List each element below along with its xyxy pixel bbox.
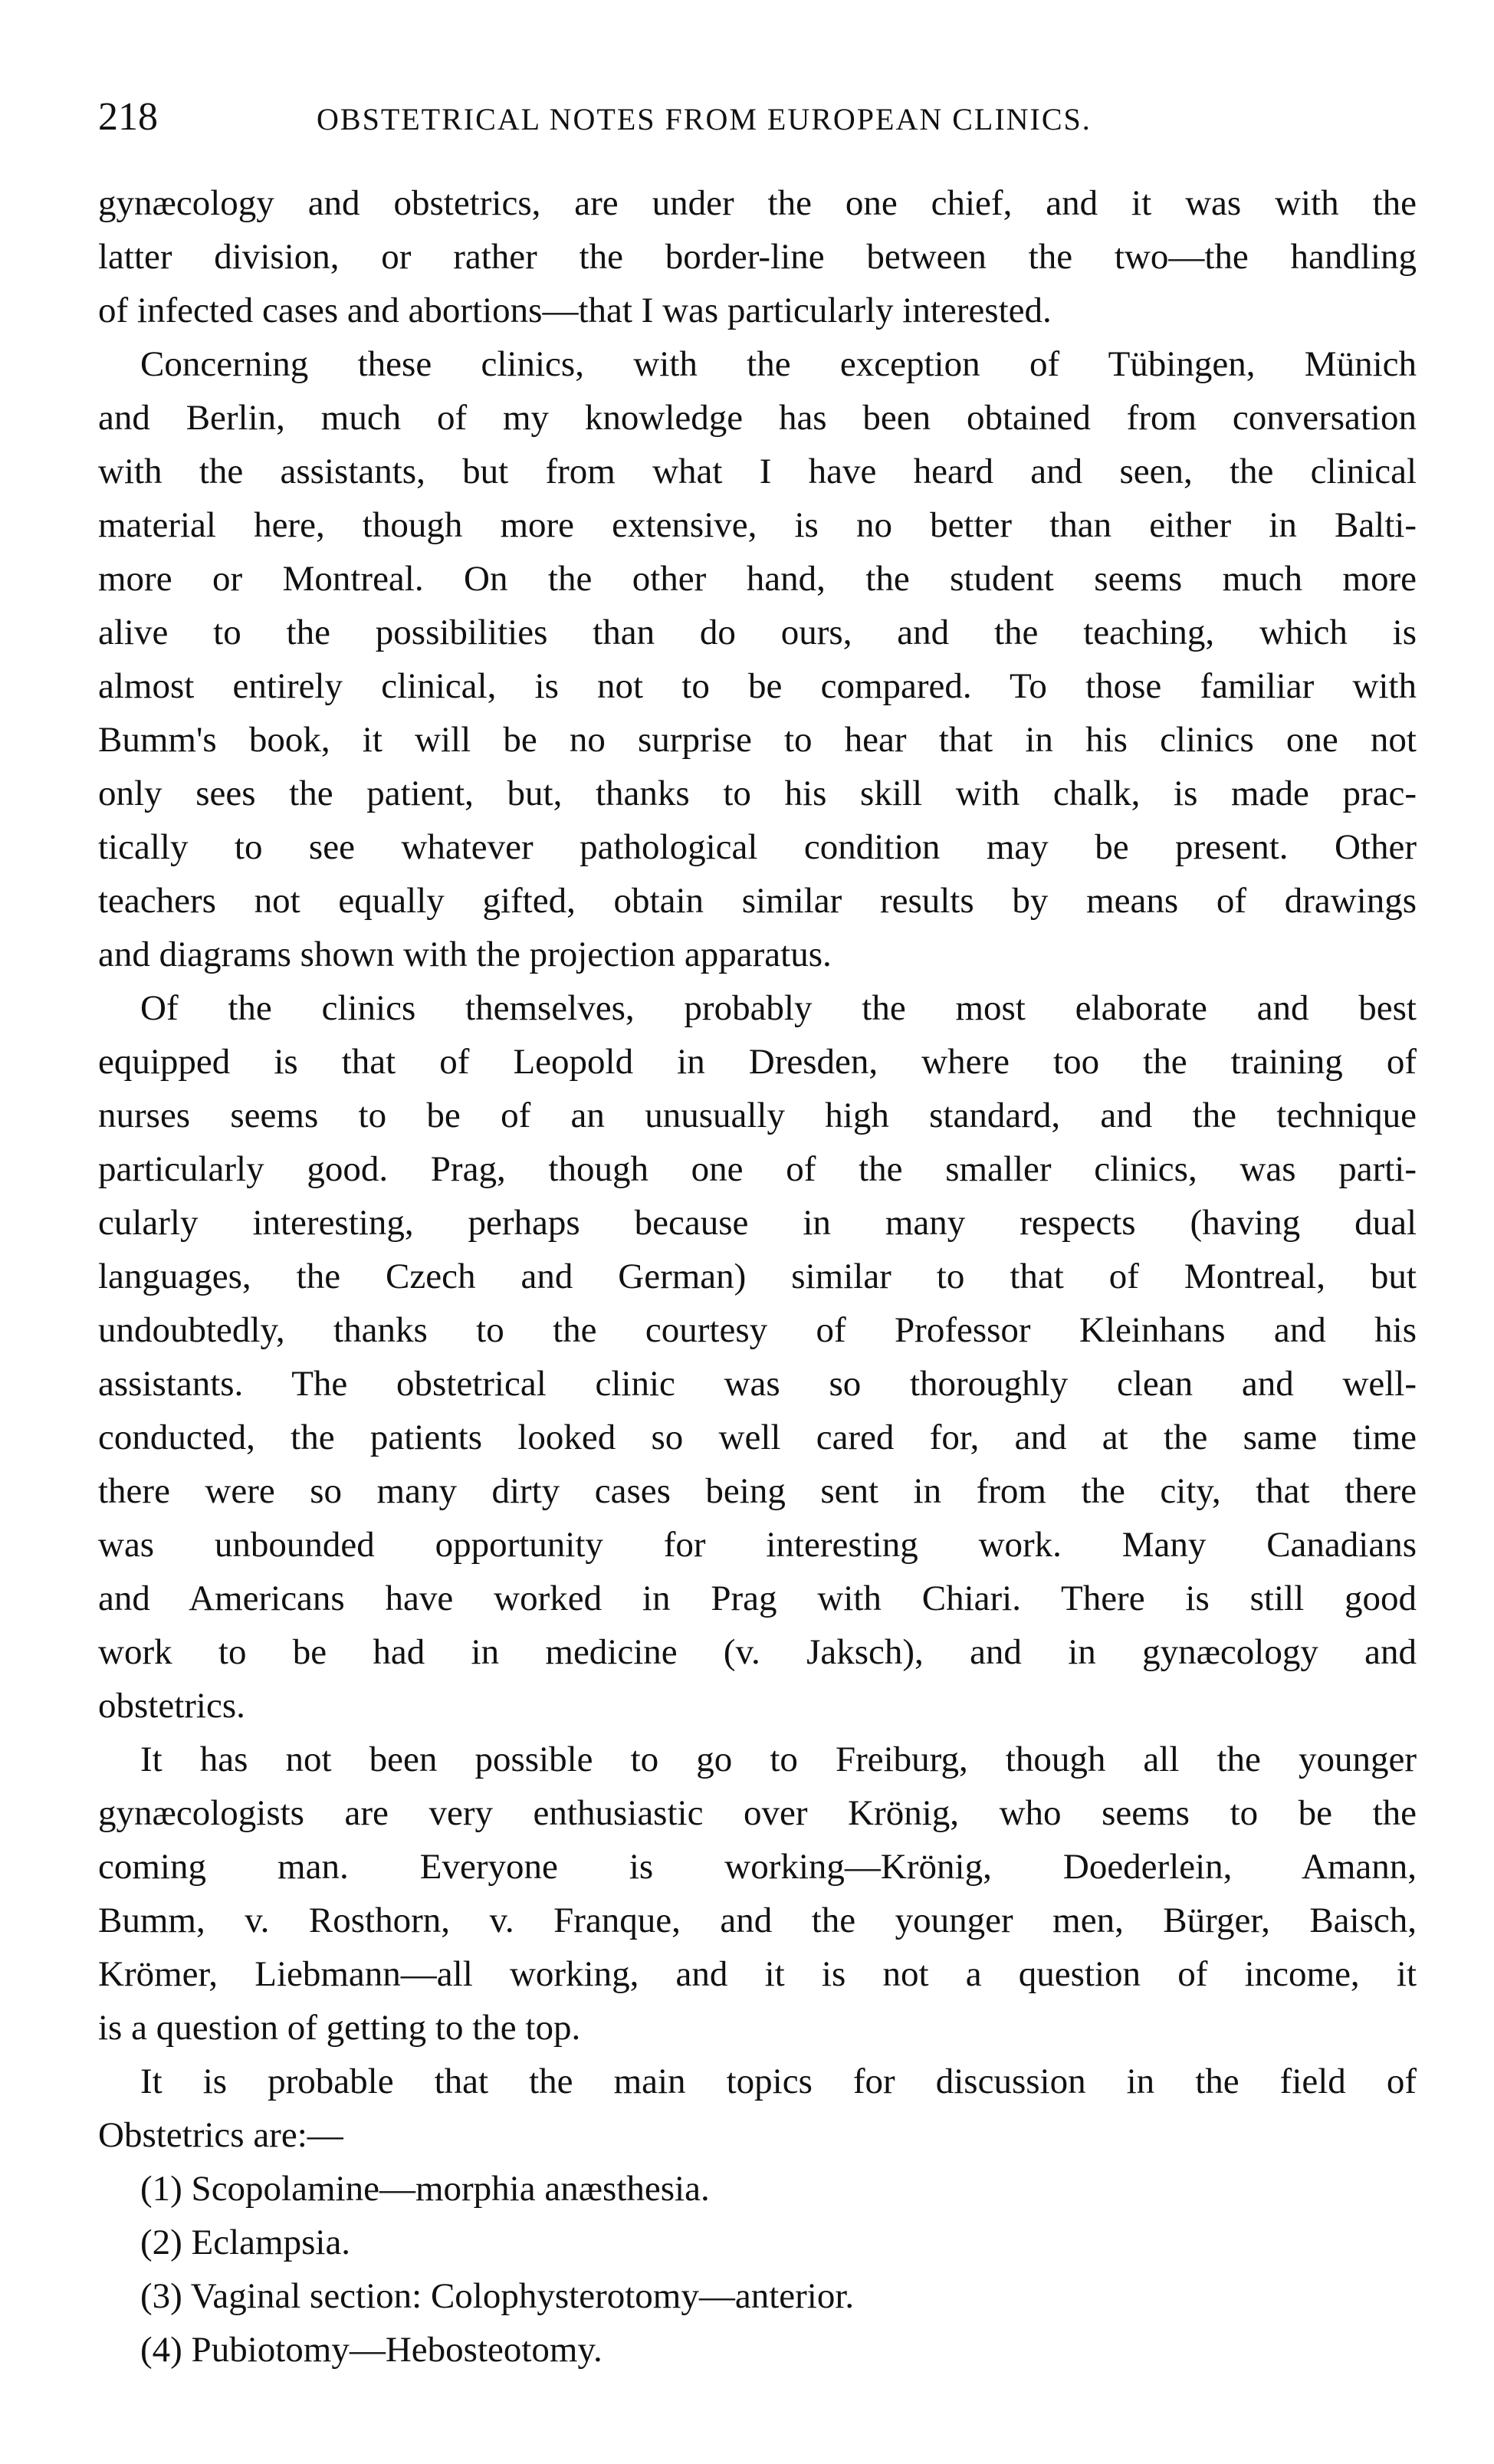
- text-line: work to be had in medicine (v. Jaksch), and in gynæcology and: [98, 1632, 1417, 1672]
- text-line: obstetrics.: [98, 1686, 245, 1726]
- topic-list: [98, 2162, 1417, 2377]
- text-line: coming man. Everyone is working—Krönig, Doederlein, Amann,: [98, 1847, 1417, 1887]
- text-line: teachers not equally gifted, obtain similar results by means of drawings: [98, 881, 1417, 921]
- text-line: tically to see whatever pathological condition may be present. Other: [98, 827, 1417, 867]
- text-line: and Berlin, much of my knowledge has been obtained from conversation: [98, 398, 1417, 438]
- paragraph-4: [98, 1733, 1417, 2055]
- text-line: latter division, or rather the border-line between the two—the handling: [98, 237, 1417, 277]
- running-head-title: OBSTETRICAL NOTES FROM EUROPEAN CLINICS.: [317, 102, 1092, 136]
- text-line: there were so many dirty cases being sent in from the city, that there: [98, 1471, 1417, 1511]
- paragraph-1: [98, 176, 1417, 337]
- paragraph-2: [98, 337, 1417, 981]
- text-line: assistants. The obstetrical clinic was so thoroughly clean and well-: [98, 1364, 1417, 1404]
- body-text: [98, 176, 1417, 2377]
- list-item: (2) Eclampsia.: [140, 2223, 351, 2262]
- text-line: only sees the patient, but, thanks to his skill with chalk, is made prac-: [98, 774, 1417, 813]
- text-line: Obstetrics are:—: [98, 2115, 343, 2155]
- text-line: almost entirely clinical, is not to be compared. To those familiar with: [98, 666, 1417, 706]
- text-line: is a question of getting to the top.: [98, 2008, 581, 2048]
- text-line: cularly interesting, perhaps because in many respects (having dual: [98, 1203, 1417, 1243]
- text-line: languages, the Czech and German) similar to that of Montreal, but: [98, 1257, 1417, 1296]
- list-item: (3) Vaginal section: Colophysterotomy—anterior.: [140, 2276, 855, 2316]
- text-line: gynæcology and obstetrics, are under the one chief, and it was with the: [98, 183, 1417, 223]
- text-line: Of the clinics themselves, probably the most elaborate and best: [140, 988, 1417, 1028]
- text-line: and diagrams shown with the projection apparatus.: [98, 935, 832, 974]
- text-line: alive to the possibilities than do ours, and the teaching, which is: [98, 613, 1417, 652]
- text-line: Bumm's book, it will be no surprise to hear that in his clinics one not: [98, 720, 1417, 760]
- text-line: Krömer, Liebmann—all working, and it is not a question of income, it: [98, 1954, 1417, 1994]
- paragraph-5: [98, 2055, 1417, 2162]
- text-line: equipped is that of Leopold in Dresden, where too the training of: [98, 1042, 1417, 1082]
- text-line: conducted, the patients looked so well cared for, and at the same time: [98, 1418, 1417, 1457]
- text-line: Concerning these clinics, with the exception of Tübingen, Münich: [140, 344, 1417, 384]
- text-line: It has not been possible to go to Freiburg, though all the younger: [140, 1740, 1417, 1779]
- page-number: 218: [98, 95, 158, 139]
- text-line: more or Montreal. On the other hand, the student seems much more: [98, 559, 1417, 599]
- running-head: [98, 90, 1417, 144]
- list-item: (4) Pubiotomy—Hebosteotomy.: [140, 2330, 603, 2370]
- text-line: particularly good. Prag, though one of the smaller clinics, was parti-: [98, 1149, 1417, 1189]
- text-line: was unbounded opportunity for interesting work. Many Canadians: [98, 1525, 1417, 1565]
- text-line: of infected cases and abortions—that I was particularly interested.: [98, 291, 1052, 330]
- text-line: nurses seems to be of an unusually high standard, and the technique: [98, 1096, 1417, 1135]
- list-item: (1) Scopolamine—morphia anæsthesia.: [140, 2169, 710, 2209]
- text-line: with the assistants, but from what I have heard and seen, the clinical: [98, 452, 1417, 491]
- text-line: and Americans have worked in Prag with Chiari. There is still good: [98, 1579, 1417, 1618]
- text-line: Bumm, v. Rosthorn, v. Franque, and the younger men, Bürger, Baisch,: [98, 1901, 1417, 1940]
- paragraph-3: [98, 981, 1417, 1733]
- text-line: It is probable that the main topics for discussion in the field of: [140, 2062, 1417, 2101]
- text-line: gynæcologists are very enthusiastic over Krönig, who seems to be the: [98, 1793, 1417, 1833]
- text-line: undoubtedly, thanks to the courtesy of Professor Kleinhans and his: [98, 1310, 1417, 1350]
- text-line: material here, though more extensive, is no better than either in Balti-: [98, 505, 1417, 545]
